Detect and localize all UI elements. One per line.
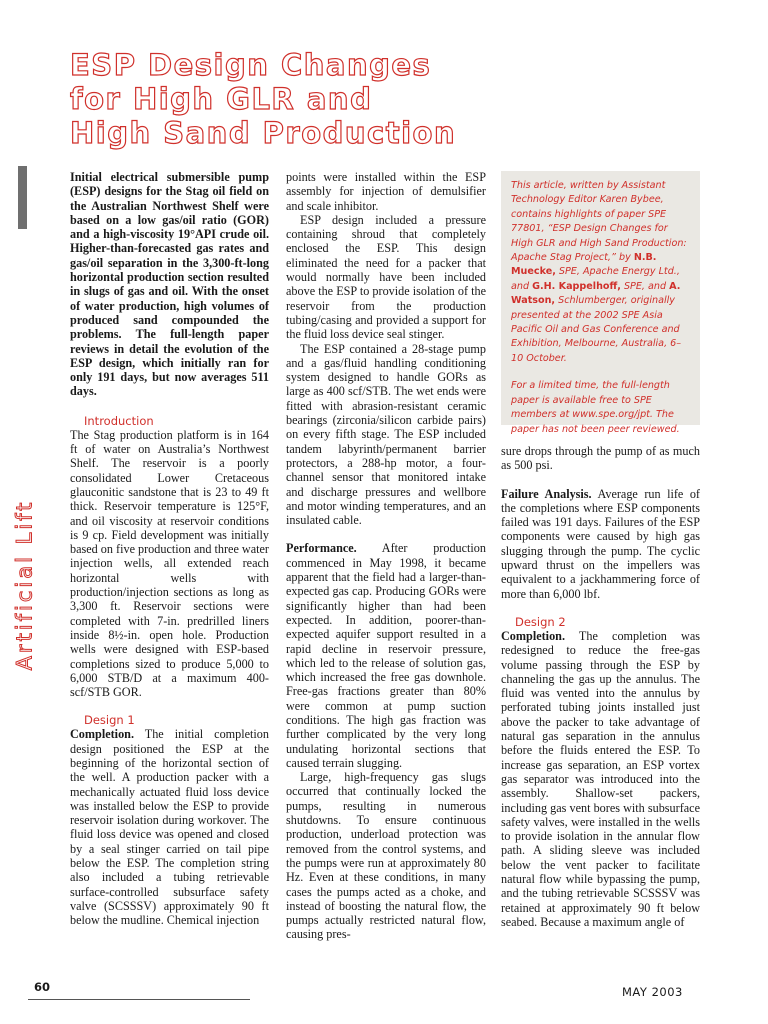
col2-paragraph-2: ESP design included a pressure containing shroud that completely enclosed the ESP. This design eliminated the need for a packer that would normally have been included above the ESP to provide isolation of the reservoir from the production tubing/casing and provided a support for the fluid loss device seal stinger.	[286, 212, 486, 342]
column-1	[70, 170, 269, 928]
completion-runin: Completion.	[70, 727, 134, 742]
design2-completion-paragraph	[501, 629, 700, 929]
info-text-b: SPE, Apache Energy Ltd., and	[511, 266, 680, 292]
heading-introduction: Introduction	[84, 413, 154, 428]
col2-paragraph-1: points were installed within the ESP assembly for injection of demulsifier and scale inhibitor.	[286, 170, 486, 213]
col3-paragraph-1: sure drops through the pump of as much as 500 psi.	[501, 444, 700, 473]
info-paragraph-1	[511, 179, 691, 366]
info-text-c: SPE, and	[620, 280, 670, 292]
failure-runin: Failure Analysis.	[501, 486, 592, 501]
title-line-1: ESP Design Changes	[70, 48, 432, 82]
failure-analysis-paragraph	[501, 487, 700, 601]
performance-text: After production commenced in May 1998, it became apparent that the field had a larger-than-expected gas cap. Producing GORs were significantly higher than had been expected. In addition, poorer-than-expected aquifer support resulted in a rapid decline in reservoir pressure, which led to the release of solution gas, which increased the free gas downhole. Free-gas fractions greater than 80% were common at pump suction conditions. The high gas fraction was further complicated by the very long undulating horizontal sections that caused terrain slugging.	[286, 541, 486, 770]
column-3	[501, 444, 700, 929]
decorative-bar	[18, 166, 27, 229]
completion2-text: The completion was redesigned to reduce the free-gas volume passing through the ESP by channeling the gas up the annulus. The fluid was vented into the annulus by perforated tubing joints installed just above the packer to take advantage of natural gas separation in the annulus before the fluids entered the ESP. To increase gas separation, an ESP vortex gas separator was introduced into the assembly. Shallow-set packers, including gas vent bores with subsurface safety valves, were installed in the wells to provide isolation in the annular flow path. A sliding sleeve was included below the vent packer to facilitate natural flow while bypassing the pump, and the tubing retrievable SCSSSV was retained at approximately 90 ft below seabed. Because a maximum angle of	[501, 628, 700, 929]
completion-text: The initial completion design positioned the ESP at the beginning of the horizontal section of the well. A production packer with a mechanically actuated fluid loss device was installed below the ESP to provide reservoir isolation during workover. The fluid loss device was opened and closed by a seal stinger carried on tail pipe below the ESP. The completion string also included a tubing retrievable surface-controlled subsurface safety valve (SCSSSV) approximately 90 ft below the mudline. Chemical injection	[70, 727, 269, 928]
performance-paragraph	[286, 541, 486, 770]
info-text-a: This article, written by Assistant Technology Editor Karen Bybee, contains highlights of paper SPE 77801, “ESP Design Changes for High GLR and High Sand Production: Apache Stag Project,” by	[511, 180, 687, 264]
col2-paragraph-3: The ESP contained a 28-stage pump and a gas/fluid handling conditioning system designed to handle GORs as large as 400 scf/STB. The wet ends were fitted with abrasion-resistant ceramic bearings (zirconia/silicon carbide pairs) on every fifth stage. The ESP included tandem labyrinth/permanent barrier protectors, a 288-hp motor, a four-channel sensor that monitored intake and discharge pressures and wellbore and motor winding temperatures, and an insulated cable.	[286, 341, 486, 528]
footer-rule	[28, 999, 250, 1000]
failure-text: Average run life of the completions where ESP components failed was 191 days. Failures of the ESP components were caused by high gas slugging through the pump. The cyclic upward thrust on the impellers was equivalent to a jackhammering force of more than 6,000 lbf.	[501, 486, 700, 601]
info-text-d: Schlumberger, originally presented at the 2002 SPE Asia Pacific Oil and Gas Conference and Exhibition, Melbourne, Australia, 6–10 October.	[511, 295, 682, 364]
performance-runin: Performance.	[286, 541, 357, 556]
heading-design-1: Design 1	[84, 713, 135, 728]
section-tag-text: Artificial Lift	[12, 499, 37, 671]
completion2-runin: Completion.	[501, 628, 565, 643]
info-paragraph-2: For a limited time, the full-length paper is available free to SPE members at www.spe.org/jpt. The paper has not been peer reviewed.	[511, 380, 680, 435]
author-3: A. Watson,	[511, 280, 681, 307]
column-2	[286, 170, 486, 942]
article-info-box	[501, 171, 700, 435]
section-tag	[4, 480, 44, 690]
article-title	[70, 48, 630, 150]
author-1: N.B. Muecke,	[511, 252, 657, 278]
intro-paragraph: The Stag production platform is in 164 ft of water on Australia’s Northwest Shelf. The reservoir is a poorly consolidated Lower Cretaceous glauconitic sandstone that is 23 to 49 ft thick. Reservoir temperature is 125°F, and oil viscosity at reservoir conditions is 9 cp. Field development was initially based on five production and three water injection wells, all extended reach horizontal wells with production/injection sections as long as 3,300 ft. Reservoir sections were completed with 7-in. predrilled liners inside 8½-in. open hole. Production wells were designed with ESP-based completions sized to produce 5,000 to 6,000 STB/D at a maximum 400-scf/STB GOR.	[70, 427, 269, 700]
title-line-3: High Sand Production	[70, 116, 457, 150]
issue-date: MAY 2003	[622, 985, 683, 999]
title-line-2: for High GLR and	[70, 82, 373, 116]
heading-design-2: Design 2	[515, 614, 566, 629]
col2-paragraph-5: Large, high-frequency gas slugs occurred that continually locked the pumps, resulting in numerous shutdowns. To ensure continuous production, underload protection was removed from the control systems, and the pumps were run at approximately 80 Hz. Even at these conditions, in many cases the pumps acted as a choke, and instead of boosting the natural flow, the pumps actually restricted natural flow, causing pres-	[286, 770, 486, 942]
author-2: G.H. Kappelhoff,	[532, 280, 621, 292]
page-number: 60	[34, 980, 51, 994]
lead-paragraph: Initial electrical submersible pump (ESP) designs for the Stag oil field on the Australian Northwest Shelf were based on a low gas/oil ratio (GOR) and a high-viscosity 19°API crude oil. Higher-than-forecasted gas rates and gas/oil separation in the 3,300-ft-long horizontal production section resulted in slugs of gas and oil. With the onset of water production, high volumes of produced sand compounded the problems. The full-length paper reviews in detail the evolution of the ESP design, which initially ran for only 191 days, but now averages 511 days.	[70, 170, 269, 399]
design1-completion-paragraph	[70, 727, 269, 927]
